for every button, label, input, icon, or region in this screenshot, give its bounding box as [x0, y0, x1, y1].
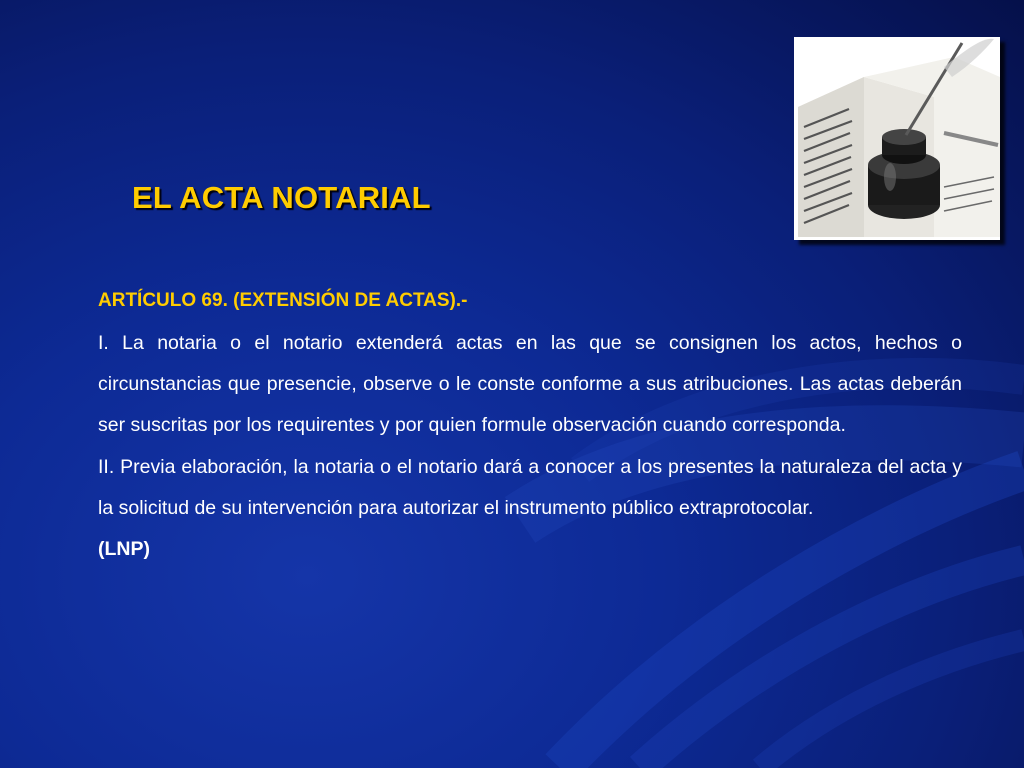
paragraph-1: I. La notaria o el notario extenderá actas en las que se consignen los actos, hechos o circunstancias que presencie, observe o le conste conforme a sus atribuciones. Las actas deberán ser suscritas por los requirentes y por quien formule observación cuando corresponda. [98, 332, 962, 437]
paragraph-2: II. Previa elaboración, la notaria o el notario dará a conocer a los presentes la naturaleza del acta y la solicitud de su intervención para autorizar el instrumento público extraprotocolar. [98, 455, 962, 519]
slide-title: EL ACTA NOTARIAL [132, 180, 431, 215]
citation: (LNP) [98, 538, 150, 561]
article-heading: ARTÍCULO 69. (EXTENSIÓN DE ACTAS).- [98, 290, 468, 311]
article-content [98, 286, 962, 570]
quill-inkwell-book-icon [794, 37, 1000, 240]
